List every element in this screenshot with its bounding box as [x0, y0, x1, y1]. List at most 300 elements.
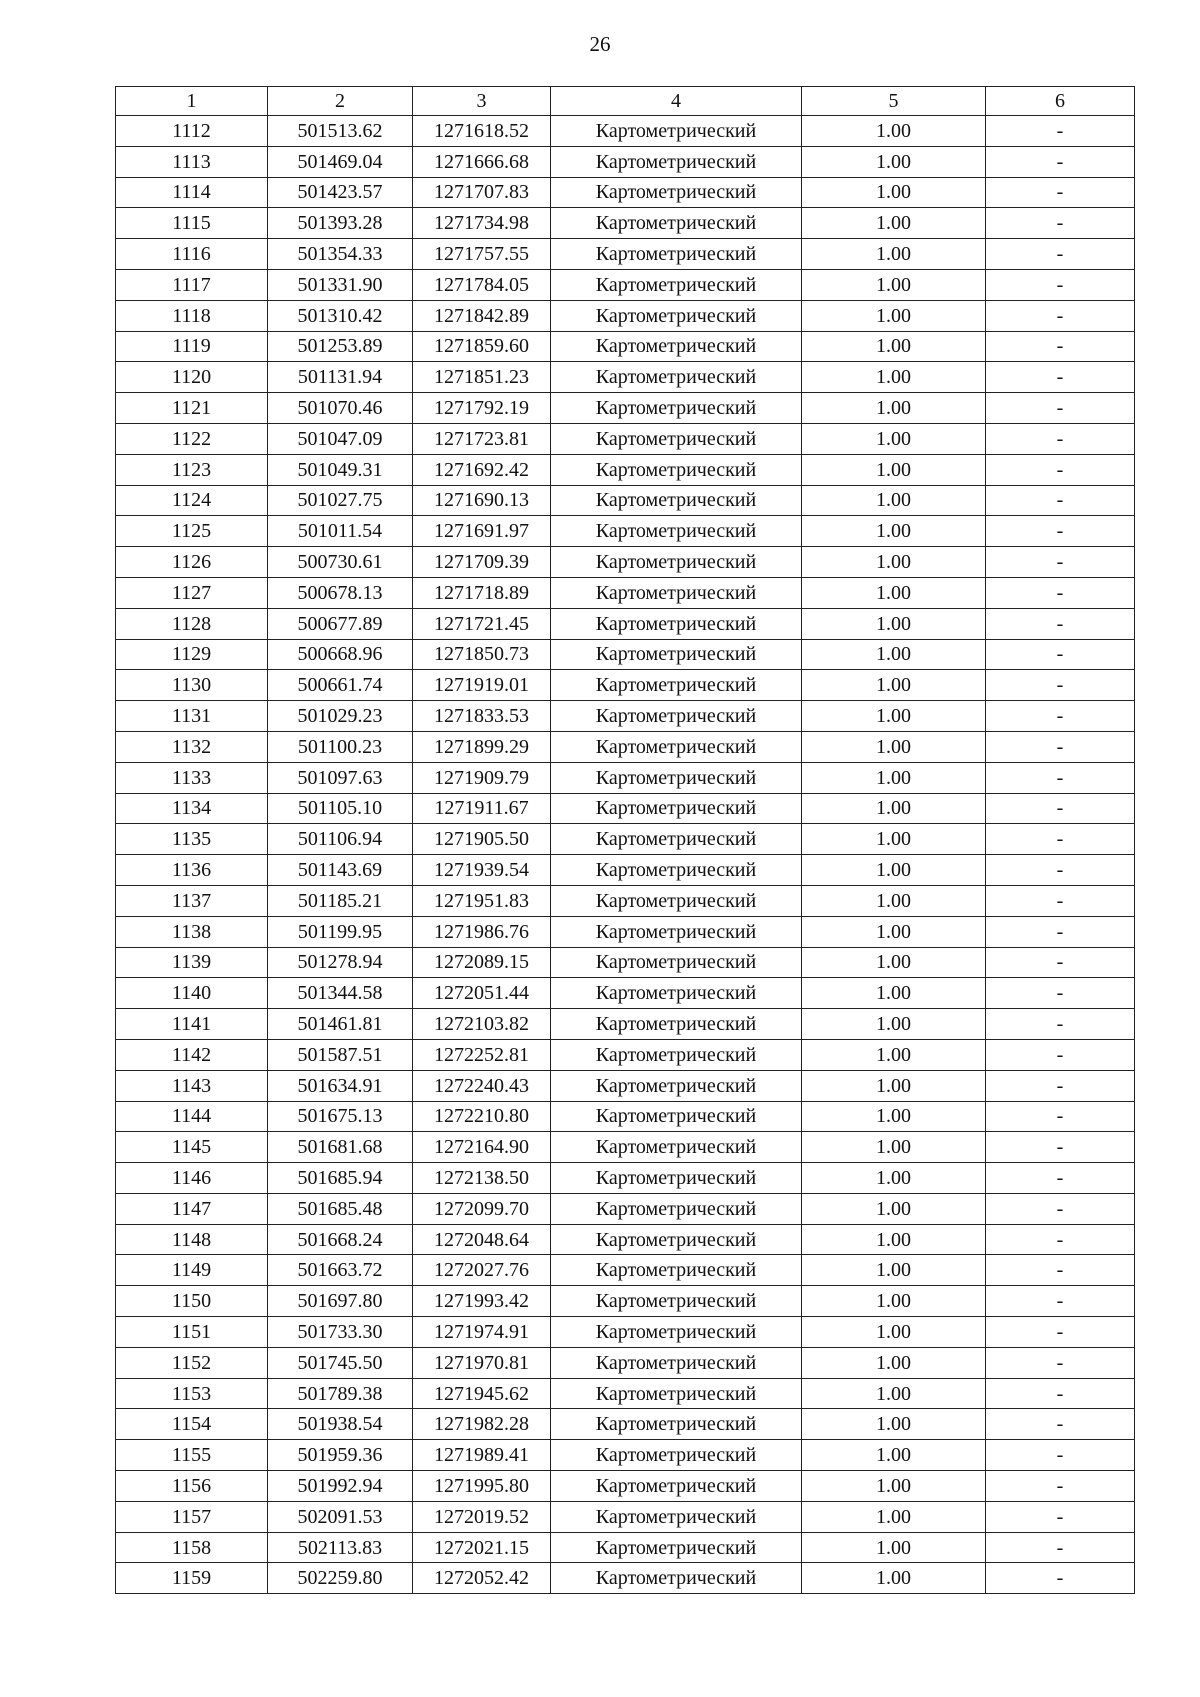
method-cell: Картометрический: [551, 177, 802, 208]
method-cell: Картометрический: [551, 116, 802, 147]
accuracy-cell: 1.00: [802, 1132, 986, 1163]
x-coordinate-cell: 501143.69: [268, 855, 413, 886]
point-number-cell: 1143: [116, 1070, 268, 1101]
accuracy-cell: 1.00: [802, 670, 986, 701]
x-coordinate-cell: 501029.23: [268, 701, 413, 732]
table-row: [116, 1286, 1135, 1317]
accuracy-cell: 1.00: [802, 1163, 986, 1194]
x-coordinate-cell: 501587.51: [268, 1039, 413, 1070]
y-coordinate-cell: 1271784.05: [413, 269, 551, 300]
x-coordinate-cell: 501393.28: [268, 208, 413, 239]
x-coordinate-cell: 501199.95: [268, 916, 413, 947]
method-cell: Картометрический: [551, 978, 802, 1009]
table-row: [116, 1440, 1135, 1471]
accuracy-cell: 1.00: [802, 1501, 986, 1532]
method-cell: Картометрический: [551, 547, 802, 578]
point-number-cell: 1155: [116, 1440, 268, 1471]
method-cell: Картометрический: [551, 1501, 802, 1532]
x-coordinate-cell: 501745.50: [268, 1347, 413, 1378]
point-number-cell: 1122: [116, 423, 268, 454]
x-coordinate-cell: 501992.94: [268, 1471, 413, 1502]
y-coordinate-cell: 1271986.76: [413, 916, 551, 947]
x-coordinate-cell: 500677.89: [268, 608, 413, 639]
accuracy-cell: 1.00: [802, 1563, 986, 1594]
x-coordinate-cell: 501513.62: [268, 116, 413, 147]
table-row: [116, 1039, 1135, 1070]
note-cell: -: [986, 701, 1135, 732]
note-cell: -: [986, 1132, 1135, 1163]
x-coordinate-cell: 501354.33: [268, 239, 413, 270]
note-cell: -: [986, 978, 1135, 1009]
point-number-cell: 1151: [116, 1317, 268, 1348]
accuracy-cell: 1.00: [802, 1532, 986, 1563]
header-cell-1: 1: [116, 87, 268, 116]
method-cell: Картометрический: [551, 393, 802, 424]
table-row: [116, 608, 1135, 639]
table-row: [116, 1347, 1135, 1378]
accuracy-cell: 1.00: [802, 762, 986, 793]
note-cell: -: [986, 1101, 1135, 1132]
method-cell: Картометрический: [551, 239, 802, 270]
point-number-cell: 1145: [116, 1132, 268, 1163]
point-number-cell: 1130: [116, 670, 268, 701]
table-row: [116, 423, 1135, 454]
point-number-cell: 1154: [116, 1409, 268, 1440]
x-coordinate-cell: 501131.94: [268, 362, 413, 393]
x-coordinate-cell: 501685.94: [268, 1163, 413, 1194]
table-header: [116, 87, 1135, 116]
method-cell: Картометрический: [551, 362, 802, 393]
y-coordinate-cell: 1271850.73: [413, 639, 551, 670]
note-cell: -: [986, 177, 1135, 208]
x-coordinate-cell: 500678.13: [268, 577, 413, 608]
method-cell: Картометрический: [551, 762, 802, 793]
method-cell: Картометрический: [551, 855, 802, 886]
table-body: [116, 116, 1135, 1594]
point-number-cell: 1123: [116, 454, 268, 485]
note-cell: -: [986, 1347, 1135, 1378]
table-row: [116, 331, 1135, 362]
y-coordinate-cell: 1271859.60: [413, 331, 551, 362]
note-cell: -: [986, 731, 1135, 762]
x-coordinate-cell: 501733.30: [268, 1317, 413, 1348]
point-number-cell: 1142: [116, 1039, 268, 1070]
y-coordinate-cell: 1271982.28: [413, 1409, 551, 1440]
table-row: [116, 269, 1135, 300]
note-cell: -: [986, 208, 1135, 239]
table-row: [116, 885, 1135, 916]
coordinates-table: [115, 86, 1135, 1594]
header-cell-2: 2: [268, 87, 413, 116]
point-number-cell: 1129: [116, 639, 268, 670]
point-number-cell: 1144: [116, 1101, 268, 1132]
note-cell: -: [986, 1286, 1135, 1317]
table-row: [116, 300, 1135, 331]
method-cell: Картометрический: [551, 1070, 802, 1101]
point-number-cell: 1147: [116, 1193, 268, 1224]
x-coordinate-cell: 501697.80: [268, 1286, 413, 1317]
table-row: [116, 1132, 1135, 1163]
table-row: [116, 639, 1135, 670]
x-coordinate-cell: 501668.24: [268, 1224, 413, 1255]
point-number-cell: 1153: [116, 1378, 268, 1409]
accuracy-cell: 1.00: [802, 393, 986, 424]
table-row: [116, 1163, 1135, 1194]
y-coordinate-cell: 1272021.15: [413, 1532, 551, 1563]
x-coordinate-cell: 501106.94: [268, 824, 413, 855]
method-cell: Картометрический: [551, 1317, 802, 1348]
table-row: [116, 793, 1135, 824]
table-row: [116, 762, 1135, 793]
method-cell: Картометрический: [551, 701, 802, 732]
point-number-cell: 1146: [116, 1163, 268, 1194]
table-row: [116, 485, 1135, 516]
note-cell: -: [986, 1471, 1135, 1502]
y-coordinate-cell: 1272019.52: [413, 1501, 551, 1532]
table-row: [116, 362, 1135, 393]
note-cell: -: [986, 1317, 1135, 1348]
header-row: [116, 87, 1135, 116]
note-cell: -: [986, 300, 1135, 331]
accuracy-cell: 1.00: [802, 1347, 986, 1378]
point-number-cell: 1157: [116, 1501, 268, 1532]
accuracy-cell: 1.00: [802, 947, 986, 978]
y-coordinate-cell: 1271666.68: [413, 146, 551, 177]
x-coordinate-cell: 501011.54: [268, 516, 413, 547]
note-cell: -: [986, 423, 1135, 454]
method-cell: Картометрический: [551, 208, 802, 239]
x-coordinate-cell: 501185.21: [268, 885, 413, 916]
y-coordinate-cell: 1271792.19: [413, 393, 551, 424]
x-coordinate-cell: 501100.23: [268, 731, 413, 762]
method-cell: Картометрический: [551, 146, 802, 177]
method-cell: Картометрический: [551, 1009, 802, 1040]
note-cell: -: [986, 608, 1135, 639]
point-number-cell: 1137: [116, 885, 268, 916]
point-number-cell: 1134: [116, 793, 268, 824]
y-coordinate-cell: 1272138.50: [413, 1163, 551, 1194]
table-row: [116, 454, 1135, 485]
method-cell: Картометрический: [551, 1378, 802, 1409]
table-row: [116, 1532, 1135, 1563]
header-cell-5: 5: [802, 87, 986, 116]
method-cell: Картометрический: [551, 1471, 802, 1502]
point-number-cell: 1132: [116, 731, 268, 762]
method-cell: Картометрический: [551, 1409, 802, 1440]
x-coordinate-cell: 502259.80: [268, 1563, 413, 1594]
note-cell: -: [986, 1440, 1135, 1471]
table-row: [116, 855, 1135, 886]
method-cell: Картометрический: [551, 1440, 802, 1471]
method-cell: Картометрический: [551, 485, 802, 516]
point-number-cell: 1156: [116, 1471, 268, 1502]
method-cell: Картометрический: [551, 269, 802, 300]
accuracy-cell: 1.00: [802, 485, 986, 516]
note-cell: -: [986, 1039, 1135, 1070]
method-cell: Картометрический: [551, 1193, 802, 1224]
table-row: [116, 1224, 1135, 1255]
note-cell: -: [986, 824, 1135, 855]
y-coordinate-cell: 1271709.39: [413, 547, 551, 578]
accuracy-cell: 1.00: [802, 1409, 986, 1440]
x-coordinate-cell: 501634.91: [268, 1070, 413, 1101]
note-cell: -: [986, 577, 1135, 608]
accuracy-cell: 1.00: [802, 146, 986, 177]
y-coordinate-cell: 1271905.50: [413, 824, 551, 855]
y-coordinate-cell: 1271911.67: [413, 793, 551, 824]
table-row: [116, 947, 1135, 978]
y-coordinate-cell: 1272164.90: [413, 1132, 551, 1163]
point-number-cell: 1148: [116, 1224, 268, 1255]
note-cell: -: [986, 1255, 1135, 1286]
x-coordinate-cell: 501663.72: [268, 1255, 413, 1286]
note-cell: -: [986, 1070, 1135, 1101]
note-cell: -: [986, 793, 1135, 824]
table-row: [116, 1009, 1135, 1040]
note-cell: -: [986, 269, 1135, 300]
accuracy-cell: 1.00: [802, 208, 986, 239]
table-row: [116, 239, 1135, 270]
y-coordinate-cell: 1271692.42: [413, 454, 551, 485]
y-coordinate-cell: 1271851.23: [413, 362, 551, 393]
note-cell: -: [986, 1009, 1135, 1040]
method-cell: Картометрический: [551, 1132, 802, 1163]
accuracy-cell: 1.00: [802, 300, 986, 331]
point-number-cell: 1120: [116, 362, 268, 393]
point-number-cell: 1121: [116, 393, 268, 424]
x-coordinate-cell: 501253.89: [268, 331, 413, 362]
point-number-cell: 1140: [116, 978, 268, 1009]
point-number-cell: 1125: [116, 516, 268, 547]
header-cell-6: 6: [986, 87, 1135, 116]
y-coordinate-cell: 1271723.81: [413, 423, 551, 454]
method-cell: Картометрический: [551, 577, 802, 608]
x-coordinate-cell: 500661.74: [268, 670, 413, 701]
accuracy-cell: 1.00: [802, 1317, 986, 1348]
note-cell: -: [986, 331, 1135, 362]
y-coordinate-cell: 1272052.42: [413, 1563, 551, 1594]
point-number-cell: 1159: [116, 1563, 268, 1594]
note-cell: -: [986, 1378, 1135, 1409]
y-coordinate-cell: 1271970.81: [413, 1347, 551, 1378]
method-cell: Картометрический: [551, 516, 802, 547]
y-coordinate-cell: 1271833.53: [413, 701, 551, 732]
point-number-cell: 1152: [116, 1347, 268, 1378]
method-cell: Картометрический: [551, 608, 802, 639]
accuracy-cell: 1.00: [802, 269, 986, 300]
y-coordinate-cell: 1272027.76: [413, 1255, 551, 1286]
method-cell: Картометрический: [551, 454, 802, 485]
x-coordinate-cell: 501105.10: [268, 793, 413, 824]
y-coordinate-cell: 1271951.83: [413, 885, 551, 916]
page-number: 26: [589, 32, 611, 56]
table-row: [116, 1471, 1135, 1502]
point-number-cell: 1118: [116, 300, 268, 331]
note-cell: -: [986, 1563, 1135, 1594]
y-coordinate-cell: 1271993.42: [413, 1286, 551, 1317]
table-row: [116, 731, 1135, 762]
point-number-cell: 1113: [116, 146, 268, 177]
point-number-cell: 1139: [116, 947, 268, 978]
accuracy-cell: 1.00: [802, 978, 986, 1009]
accuracy-cell: 1.00: [802, 916, 986, 947]
accuracy-cell: 1.00: [802, 1101, 986, 1132]
point-number-cell: 1133: [116, 762, 268, 793]
note-cell: -: [986, 1501, 1135, 1532]
method-cell: Картометрический: [551, 331, 802, 362]
method-cell: Картометрический: [551, 1163, 802, 1194]
accuracy-cell: 1.00: [802, 1193, 986, 1224]
x-coordinate-cell: 501681.68: [268, 1132, 413, 1163]
accuracy-cell: 1.00: [802, 577, 986, 608]
table-row: [116, 701, 1135, 732]
method-cell: Картометрический: [551, 423, 802, 454]
point-number-cell: 1127: [116, 577, 268, 608]
x-coordinate-cell: 501959.36: [268, 1440, 413, 1471]
y-coordinate-cell: 1271757.55: [413, 239, 551, 270]
y-coordinate-cell: 1271691.97: [413, 516, 551, 547]
accuracy-cell: 1.00: [802, 855, 986, 886]
note-cell: -: [986, 454, 1135, 485]
x-coordinate-cell: 501423.57: [268, 177, 413, 208]
accuracy-cell: 1.00: [802, 1286, 986, 1317]
point-number-cell: 1112: [116, 116, 268, 147]
point-number-cell: 1114: [116, 177, 268, 208]
x-coordinate-cell: 501938.54: [268, 1409, 413, 1440]
method-cell: Картометрический: [551, 1101, 802, 1132]
accuracy-cell: 1.00: [802, 516, 986, 547]
y-coordinate-cell: 1271989.41: [413, 1440, 551, 1471]
accuracy-cell: 1.00: [802, 1471, 986, 1502]
table-row: [116, 1070, 1135, 1101]
y-coordinate-cell: 1271919.01: [413, 670, 551, 701]
method-cell: Картометрический: [551, 1532, 802, 1563]
y-coordinate-cell: 1271909.79: [413, 762, 551, 793]
table-row: [116, 1255, 1135, 1286]
note-cell: -: [986, 885, 1135, 916]
y-coordinate-cell: 1272051.44: [413, 978, 551, 1009]
x-coordinate-cell: 501469.04: [268, 146, 413, 177]
note-cell: -: [986, 670, 1135, 701]
note-cell: -: [986, 947, 1135, 978]
accuracy-cell: 1.00: [802, 608, 986, 639]
table-row: [116, 577, 1135, 608]
accuracy-cell: 1.00: [802, 177, 986, 208]
point-number-cell: 1141: [116, 1009, 268, 1040]
y-coordinate-cell: 1271974.91: [413, 1317, 551, 1348]
table-row: [116, 670, 1135, 701]
y-coordinate-cell: 1271707.83: [413, 177, 551, 208]
note-cell: -: [986, 1224, 1135, 1255]
note-cell: -: [986, 393, 1135, 424]
x-coordinate-cell: 502091.53: [268, 1501, 413, 1532]
note-cell: -: [986, 1532, 1135, 1563]
accuracy-cell: 1.00: [802, 547, 986, 578]
y-coordinate-cell: 1271618.52: [413, 116, 551, 147]
method-cell: Картометрический: [551, 1224, 802, 1255]
method-cell: Картометрический: [551, 1039, 802, 1070]
x-coordinate-cell: 501344.58: [268, 978, 413, 1009]
x-coordinate-cell: 500668.96: [268, 639, 413, 670]
x-coordinate-cell: 501331.90: [268, 269, 413, 300]
note-cell: -: [986, 1409, 1135, 1440]
method-cell: Картометрический: [551, 639, 802, 670]
point-number-cell: 1158: [116, 1532, 268, 1563]
y-coordinate-cell: 1271945.62: [413, 1378, 551, 1409]
table-row: [116, 146, 1135, 177]
point-number-cell: 1135: [116, 824, 268, 855]
point-number-cell: 1149: [116, 1255, 268, 1286]
method-cell: Картометрический: [551, 824, 802, 855]
accuracy-cell: 1.00: [802, 116, 986, 147]
y-coordinate-cell: 1271718.89: [413, 577, 551, 608]
point-number-cell: 1150: [116, 1286, 268, 1317]
x-coordinate-cell: 500730.61: [268, 547, 413, 578]
table-row: [116, 1501, 1135, 1532]
method-cell: Картометрический: [551, 885, 802, 916]
table-row: [116, 1193, 1135, 1224]
x-coordinate-cell: 501049.31: [268, 454, 413, 485]
point-number-cell: 1124: [116, 485, 268, 516]
x-coordinate-cell: 502113.83: [268, 1532, 413, 1563]
accuracy-cell: 1.00: [802, 1009, 986, 1040]
method-cell: Картометрический: [551, 947, 802, 978]
y-coordinate-cell: 1271939.54: [413, 855, 551, 886]
point-number-cell: 1115: [116, 208, 268, 239]
table-row: [116, 1317, 1135, 1348]
accuracy-cell: 1.00: [802, 423, 986, 454]
accuracy-cell: 1.00: [802, 1255, 986, 1286]
y-coordinate-cell: 1272089.15: [413, 947, 551, 978]
table-row: [116, 1409, 1135, 1440]
note-cell: -: [986, 239, 1135, 270]
note-cell: -: [986, 855, 1135, 886]
note-cell: -: [986, 916, 1135, 947]
table-row: [116, 1563, 1135, 1594]
accuracy-cell: 1.00: [802, 1224, 986, 1255]
method-cell: Картометрический: [551, 1286, 802, 1317]
point-number-cell: 1116: [116, 239, 268, 270]
x-coordinate-cell: 501675.13: [268, 1101, 413, 1132]
table-row: [116, 547, 1135, 578]
method-cell: Картометрический: [551, 1347, 802, 1378]
point-number-cell: 1119: [116, 331, 268, 362]
table-row: [116, 1378, 1135, 1409]
x-coordinate-cell: 501310.42: [268, 300, 413, 331]
table-row: [116, 978, 1135, 1009]
note-cell: -: [986, 485, 1135, 516]
table-row: [116, 916, 1135, 947]
note-cell: -: [986, 516, 1135, 547]
method-cell: Картометрический: [551, 670, 802, 701]
y-coordinate-cell: 1271995.80: [413, 1471, 551, 1502]
accuracy-cell: 1.00: [802, 1440, 986, 1471]
point-number-cell: 1117: [116, 269, 268, 300]
accuracy-cell: 1.00: [802, 701, 986, 732]
x-coordinate-cell: 501027.75: [268, 485, 413, 516]
table-row: [116, 516, 1135, 547]
y-coordinate-cell: 1272240.43: [413, 1070, 551, 1101]
point-number-cell: 1126: [116, 547, 268, 578]
y-coordinate-cell: 1272210.80: [413, 1101, 551, 1132]
y-coordinate-cell: 1271721.45: [413, 608, 551, 639]
y-coordinate-cell: 1271734.98: [413, 208, 551, 239]
method-cell: Картометрический: [551, 731, 802, 762]
y-coordinate-cell: 1272103.82: [413, 1009, 551, 1040]
accuracy-cell: 1.00: [802, 454, 986, 485]
y-coordinate-cell: 1272252.81: [413, 1039, 551, 1070]
note-cell: -: [986, 362, 1135, 393]
